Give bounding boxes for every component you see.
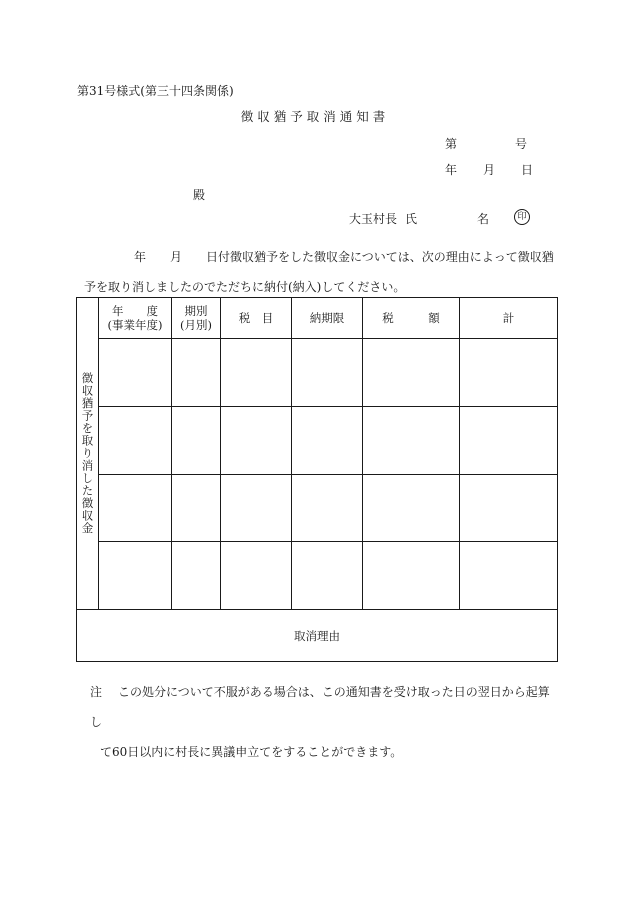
reason-label: 取消理由 — [294, 628, 340, 643]
header-period-line2: (月別) — [180, 318, 212, 332]
table-cell[interactable] — [172, 407, 221, 475]
table-row — [77, 407, 558, 475]
collection-table — [76, 297, 558, 662]
table-cell[interactable] — [460, 475, 558, 542]
seal-mark-icon: 印 — [514, 209, 530, 225]
header-year — [99, 298, 172, 339]
document-number-prefix: 第 — [445, 137, 458, 151]
document-number — [445, 138, 527, 150]
table-cell[interactable] — [172, 339, 221, 407]
table-cell[interactable] — [363, 475, 460, 542]
table-cell[interactable] — [221, 339, 292, 407]
date-year: 年 — [445, 163, 458, 177]
table-cell[interactable] — [99, 339, 172, 407]
table-cell[interactable] — [292, 475, 363, 542]
header-total: 計 — [460, 298, 558, 339]
table-cell[interactable] — [363, 339, 460, 407]
header-period — [172, 298, 221, 339]
header-tax-amount: 税 額 — [363, 298, 460, 339]
table-cell[interactable] — [460, 407, 558, 475]
table-cell[interactable] — [460, 542, 558, 610]
note-line2: て60日以内に村長に異議申立てをすることができます。 — [100, 745, 403, 759]
sender-title: 大玉村長 — [349, 212, 398, 226]
header-year-line1: 年 度 — [112, 304, 158, 318]
sender-shi: 氏 — [405, 212, 418, 226]
table-cell[interactable] — [221, 542, 292, 610]
table-row — [77, 475, 558, 542]
body-text-line1: 日付徴収猶予をした徴収金については、次の理由によって徴収猶 — [206, 250, 554, 264]
date-day: 日 — [521, 163, 534, 177]
table-cell[interactable] — [172, 475, 221, 542]
body-year: 年 — [134, 250, 147, 264]
table-cell[interactable] — [292, 542, 363, 610]
table-cell[interactable] — [221, 475, 292, 542]
document-title: 徴収猶予取消通知書 — [240, 109, 390, 124]
date-month: 月 — [483, 163, 496, 177]
table-cell[interactable] — [99, 542, 172, 610]
addressee-suffix: 殿 — [193, 188, 206, 202]
side-label-cell — [77, 298, 99, 610]
notice-body — [84, 242, 554, 302]
reason-row — [77, 610, 558, 662]
table-header-row — [77, 298, 558, 339]
note-label: 注 — [90, 685, 103, 699]
sender-line — [349, 213, 489, 225]
table-cell[interactable] — [99, 475, 172, 542]
side-label: 徴収猶予を取り消した徴収金 — [80, 372, 95, 535]
header-deadline: 納期限 — [292, 298, 363, 339]
table-cell[interactable] — [363, 542, 460, 610]
table-cell[interactable] — [172, 542, 221, 610]
reason-cell[interactable] — [77, 610, 558, 662]
document-number-suffix: 号 — [515, 137, 528, 151]
table-cell[interactable] — [363, 407, 460, 475]
table-cell[interactable] — [221, 407, 292, 475]
body-text-line2: 予を取り消しましたのでただちに納付(納入)してください。 — [84, 280, 406, 294]
header-tax-item: 税 目 — [221, 298, 292, 339]
table-cell[interactable] — [460, 339, 558, 407]
table-cell[interactable] — [99, 407, 172, 475]
header-year-line2: (事業年度) — [107, 318, 163, 332]
table-row — [77, 339, 558, 407]
issue-date — [445, 164, 533, 176]
note-line1: この処分について不服がある場合は、この通知書を受け取った日の翌日から起算し — [90, 685, 550, 729]
table-cell[interactable] — [292, 407, 363, 475]
table-row — [77, 542, 558, 610]
body-month: 月 — [170, 250, 183, 264]
sender-mei: 名 — [477, 212, 490, 226]
header-period-line1: 期別 — [184, 304, 208, 318]
note — [90, 677, 560, 767]
form-number: 第31号様式(第三十四条関係) — [77, 84, 234, 98]
table-cell[interactable] — [292, 339, 363, 407]
